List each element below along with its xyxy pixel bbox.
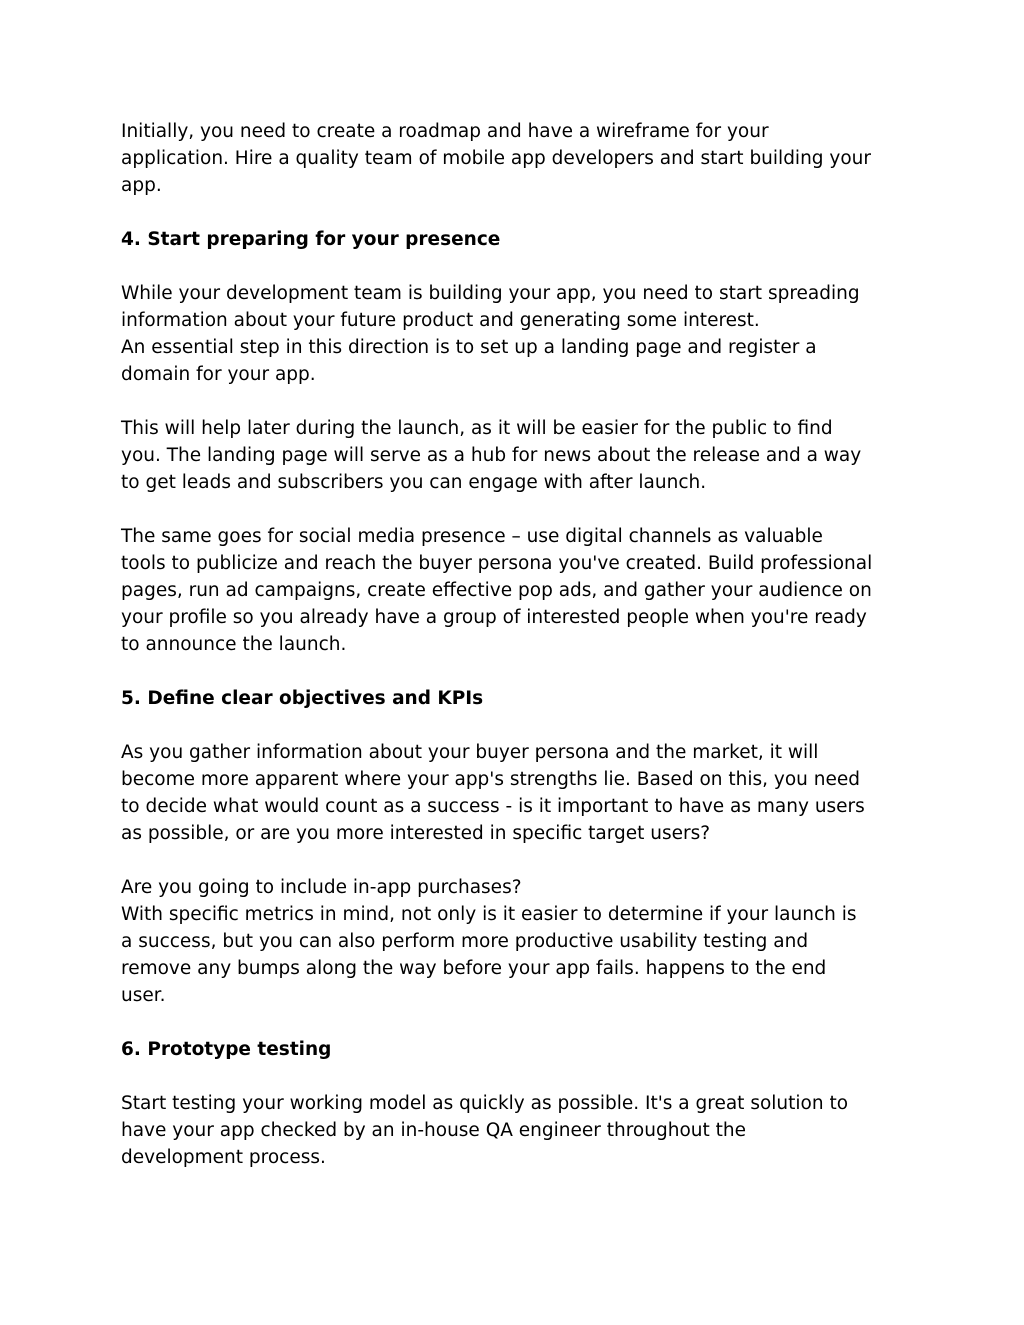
paragraph-social-media [121,523,921,658]
text-line: tools to publicize and reach the buyer persona you've created. Build professional [121,553,873,574]
text-line: Start testing your working model as quickly as possible. It's a great solution to [121,1093,849,1114]
text-line: as possible, or are you more interested in specific target users? [121,823,711,844]
text-line: application. Hire a quality team of mobile app developers and start building your [121,148,872,169]
text-line: domain for your app. [121,364,316,385]
text-line: development process. [121,1147,326,1168]
text-line: The same goes for social media presence – use digital channels as valuable [121,526,823,547]
document-page [121,118,921,1171]
paragraph-development-spreading [121,280,921,388]
text-line: to decide what would count as a success - is it important to have as many users [121,796,865,817]
text-line: app. [121,175,162,196]
text-line: pages, run ad campaigns, create effective pop ads, and gather your audience on [121,580,872,601]
text-line: have your app checked by an in-house QA engineer throughout the [121,1120,746,1141]
text-line: remove any bumps along the way before your app fails. happens to the end [121,958,827,979]
text-line: Are you going to include in-app purchases? [121,877,522,898]
text-line: An essential step in this direction is to set up a landing page and register a [121,337,817,358]
text-line: Initially, you need to create a roadmap and have a wireframe for your [121,121,769,142]
text-line: While your development team is building your app, you need to start spreading [121,283,860,304]
heading-section-5 [121,685,921,712]
text-line: information about your future product and generating some interest. [121,310,760,331]
paragraph-metrics [121,874,921,1009]
heading-text: 4. Start preparing for your presence [121,229,501,250]
paragraph-intro [121,118,921,199]
text-line: to announce the launch. [121,634,347,655]
text-line: a success, but you can also perform more productive usability testing and [121,931,809,952]
text-line: With specific metrics in mind, not only is it easier to determine if your launch is [121,904,857,925]
text-line: As you gather information about your buyer persona and the market, it will [121,742,819,763]
heading-section-4 [121,226,921,253]
text-line: you. The landing page will serve as a hub for news about the release and a way [121,445,862,466]
text-line: This will help later during the launch, as it will be easier for the public to find [121,418,833,439]
heading-text: 6. Prototype testing [121,1039,332,1060]
paragraph-buyer-persona [121,739,921,847]
paragraph-landing-page [121,415,921,496]
heading-text: 5. Define clear objectives and KPIs [121,688,484,709]
paragraph-prototype-testing [121,1090,921,1171]
text-line: become more apparent where your app's strengths lie. Based on this, you need [121,769,860,790]
text-line: user. [121,985,166,1006]
text-line: to get leads and subscribers you can engage with after launch. [121,472,707,493]
heading-section-6 [121,1036,921,1063]
text-line: your profile so you already have a group of interested people when you're ready [121,607,867,628]
